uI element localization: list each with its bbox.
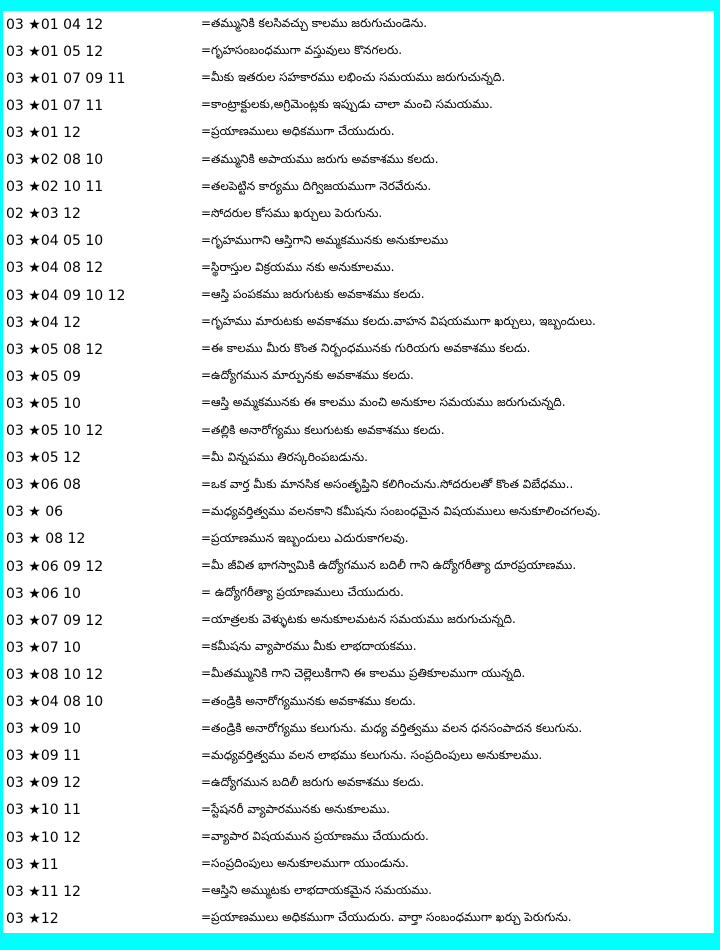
entry-text: =సోదరుల కోసము ఖర్చులు పెరుగును.	[201, 205, 383, 220]
list-item	[3, 11, 714, 38]
entry-code: 03 ★05 10 12	[6, 423, 104, 439]
entry-text: =కాంట్రాక్టులకు,అగ్రిమెంట్లకు ఇప్పుడు చాలా మంచి సమయము.	[201, 97, 493, 112]
entry-code: 03 ★11 12	[6, 883, 81, 900]
entry-code: 03 ★02 10 11	[6, 179, 104, 196]
list-item	[3, 905, 714, 932]
list-item	[3, 147, 714, 174]
entry-code: 03 ★ 08 12	[6, 531, 86, 548]
entry-text: =గృహముగాని ఆస్తిగాని అమ్మకమునకు అనుకూలము	[201, 232, 449, 247]
list-item	[3, 770, 714, 797]
entry-text: =స్టేషనరీ వ్యాపారమునకు అనుకూలము.	[201, 801, 391, 816]
entry-code: 03 ★06 10	[6, 585, 81, 602]
list-item	[3, 526, 714, 553]
list-item	[3, 363, 714, 390]
entry-text: =ఉద్యోగమున మార్పునకు అవకాశము కలదు.	[201, 368, 414, 383]
entry-code: 03 ★09 12	[6, 775, 81, 792]
entry-code: 03 ★11	[6, 856, 59, 873]
entry-text: =వ్యాపార విషయమున ప్రయాణము చేయుదురు.	[201, 829, 429, 843]
entry-code: 03 ★09 11	[6, 748, 81, 765]
list-item	[3, 851, 714, 878]
entry-code: 03 ★06 09 12	[6, 558, 104, 575]
entry-text: =ఉద్యోగమున బదిలీ జరుగు అవకాశము కలదు.	[201, 774, 425, 789]
content-panel	[3, 11, 714, 933]
entry-code: 03 ★06 08	[6, 477, 81, 494]
entry-text: =తలపెట్టిన కార్యము దిగ్విజయముగా నెరవేరును.	[201, 178, 432, 193]
entry-code: 02 ★03 12	[6, 206, 81, 223]
entry-text: =తల్లికి అనారోగ్యము కలుగుటకు అవకాశము కలదు.	[201, 422, 445, 437]
entry-text: =మీతమ్మునికి గాని చెల్లెలుకిగాని ఈ కాలము ప్రతికూలముగా యున్నది.	[201, 666, 526, 681]
entry-code: 03 ★02 08 10	[6, 152, 104, 168]
entry-code: 03 ★01 05 12	[6, 43, 104, 60]
entry-code: 03 ★04 08 10	[6, 694, 104, 710]
entry-text: =గృహము మారుటకు అవకాశము కలదు.వాహన విషయముగా ఖర్చులు, ఇబ్బందులు.	[201, 314, 596, 329]
entries-list	[3, 11, 714, 933]
entry-code: 03 ★05 10	[6, 395, 81, 412]
list-item	[3, 228, 714, 255]
entry-code: 03 ★ 06	[6, 504, 64, 521]
list-item	[3, 201, 714, 228]
list-item	[3, 797, 714, 824]
entry-text: =స్థిరాస్తుల విక్రయము నకు అనుకూలము.	[201, 259, 395, 274]
entry-code: 03 ★04 08 12	[6, 260, 104, 277]
entry-code: 03 ★01 04 12	[6, 16, 104, 33]
entry-text: =ఒక వార్త మీకు మానసిక అసంతృప్తిని కలిగించును.సోదరులతో కొంత విబేధము..	[201, 476, 574, 491]
entry-text: =తండ్రికి అనారోగ్యమునకు అవకాశము కలదు.	[201, 693, 416, 708]
list-item	[3, 336, 714, 363]
list-item	[3, 472, 714, 499]
entry-code: 03 ★10 11	[6, 802, 81, 819]
entry-text: =తండ్రికి అనారోగ్యము కలుగును. మధ్య వర్తిత్వము వలన ధనసంపాదన కలుగును.	[201, 720, 583, 735]
entry-text: =ఈ కాలము మీరు కొంత నిర్బంధమునకు గురియగు అవకాశము కలదు.	[201, 341, 531, 356]
entry-code: 03 ★01 07 11	[6, 97, 104, 114]
entry-code: 03 ★08 10 12	[6, 666, 104, 683]
entry-code: 03 ★05 09	[6, 368, 81, 385]
entry-code: 03 ★10 12	[6, 829, 81, 846]
list-item	[3, 716, 714, 743]
entry-text: =ప్రయాణమున ఇబ్బందులు ఎదురుకాగలవు.	[201, 530, 409, 545]
entry-text: =మీకు ఇతరుల సహకారము లభించు సమయము జరుగుచున్నది.	[201, 70, 506, 85]
entry-text: =మధ్యవర్తిత్వము వలనకాని కమీషను సంబంధమైన విషయములు అనుకూలించగలవు.	[201, 503, 601, 518]
entry-text: =ప్రయాణములు అధికముగా చేయుదురు.	[201, 124, 395, 139]
entry-text: =మీ జీవిత భాగస్వామికి ఉద్యోగమున బదిలీ గాని ఉద్యోగరీత్యా దూరప్రయాణము.	[201, 558, 577, 572]
entry-code: 03 ★05 08 12	[6, 341, 104, 358]
entry-text: = ఉద్యోగరీత్యా ప్రయాణములు చేయుదురు.	[201, 585, 404, 600]
list-item	[3, 445, 714, 472]
list-item	[3, 743, 714, 770]
entry-code: 03 ★07 09 12	[6, 612, 104, 629]
list-item	[3, 553, 714, 580]
list-item	[3, 92, 714, 119]
list-item	[3, 418, 714, 445]
list-item	[3, 634, 714, 661]
list-item	[3, 255, 714, 282]
entry-text: =ఆస్తి అమ్మకమునకు ఈ కాలము మంచి అనుకూల సమయము జరుగుచున్నది.	[201, 395, 566, 410]
entry-text: =మీ విన్నపము తిరస్కరింపబడును.	[201, 449, 368, 464]
list-item	[3, 824, 714, 851]
entry-text: =ఆస్తిని అమ్ముటకు లాభదాయకమైన సమయము.	[201, 883, 432, 898]
list-item	[3, 282, 714, 309]
list-item	[3, 38, 714, 65]
entry-code: 03 ★05 12	[6, 450, 81, 467]
entry-text: =తమ్మునికి కలసివచ్చు కాలము జరుగుచుండెను.	[201, 16, 428, 30]
list-item	[3, 309, 714, 336]
entry-text: =సంప్రదింపులు అనుకూలముగా యుండును.	[201, 856, 409, 871]
list-item	[3, 119, 714, 146]
list-item	[3, 65, 714, 92]
entry-text: =మధ్యవర్తిత్వము వలన లాభము కలుగును. సంప్రదింపులు అనుకూలము.	[201, 747, 543, 762]
list-item	[3, 661, 714, 688]
list-item	[3, 607, 714, 634]
entry-text: =తమ్మునికి అపాయము జరుగు అవకాశము కలదు.	[201, 151, 439, 166]
list-item	[3, 689, 714, 716]
list-item	[3, 390, 714, 417]
list-item	[3, 499, 714, 526]
entry-text: =గృహసంబంధముగా వస్తువులు కొనగలరు.	[201, 43, 403, 58]
entry-code: 03 ★04 12	[6, 314, 81, 331]
entry-code: 03 ★01 07 09 11	[6, 70, 126, 87]
list-item	[3, 580, 714, 607]
entry-text: =ఆస్తి పంపకము జరుగుటకు అవకాశము కలదు.	[201, 287, 425, 301]
entry-text: =ప్రయాణములు అధికముగా చేయుదురు. వార్తా సంబంధముగా ఖర్చు పెరుగును.	[201, 910, 572, 925]
list-item	[3, 878, 714, 905]
list-item	[3, 174, 714, 201]
entry-code: 03 ★07 10	[6, 639, 81, 656]
entry-code: 03 ★09 10	[6, 721, 81, 738]
entry-code: 03 ★01 12	[6, 124, 81, 141]
entry-code: 03 ★04 05 10	[6, 233, 104, 250]
entry-text: =కమీషను వ్యాపారము మీకు లాభదాయకము.	[201, 639, 417, 654]
entry-code: 03 ★12	[6, 910, 59, 927]
entry-code: 03 ★04 09 10 12	[6, 287, 126, 304]
entry-text: =యాత్రలకు వెళ్ళుటకు అనుకూలమటన సమయము జరుగుచున్నది.	[201, 612, 516, 627]
